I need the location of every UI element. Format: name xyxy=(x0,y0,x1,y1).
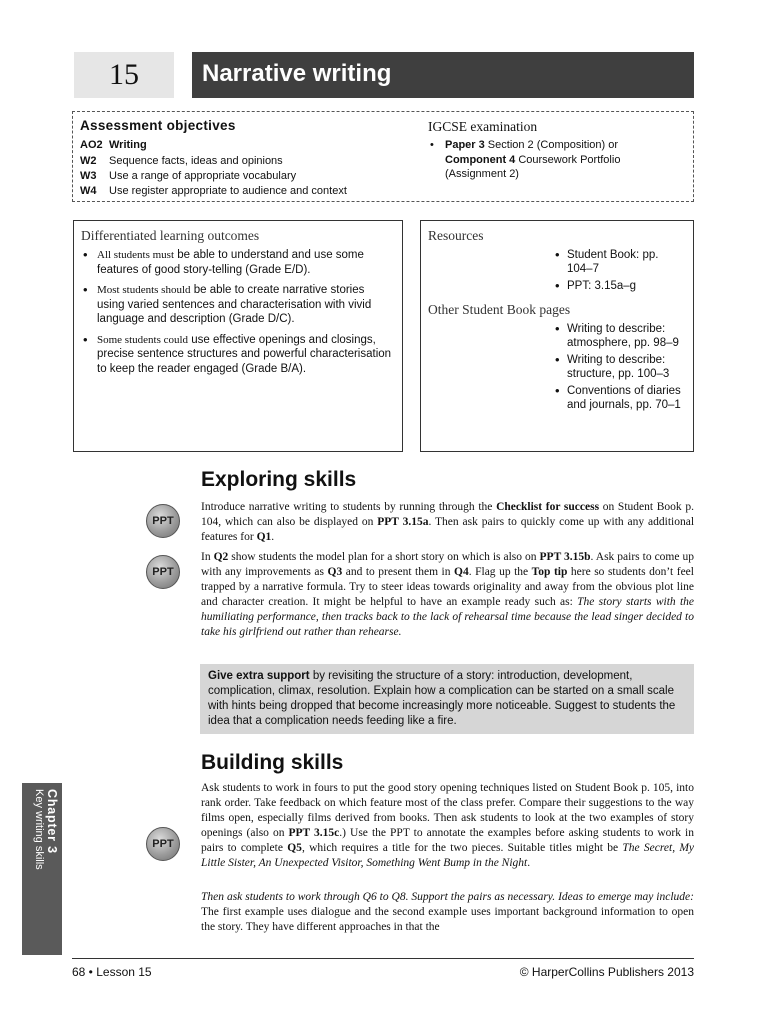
other-pages-list xyxy=(555,322,687,415)
ao2-code: AO2 xyxy=(80,139,103,151)
igcse-component-text: Coursework Portfolio xyxy=(515,153,621,166)
assessment-heading: Assessment objectives xyxy=(80,118,236,133)
list-item: • PPT: 3.15a–g xyxy=(555,279,687,293)
objective-text: Sequence facts, ideas and opinions xyxy=(109,155,283,167)
list-item: • Conventions of diaries and journals, pp. 70–1 xyxy=(555,384,687,412)
outcomes-heading: Differentiated learning outcomes xyxy=(81,228,260,243)
lesson-number: 15 xyxy=(74,52,174,98)
igcse-heading: IGCSE examination xyxy=(428,119,538,134)
objective-row xyxy=(80,184,347,200)
list-item: • Student Book: pp. 104–7 xyxy=(555,248,687,276)
side-tab-text xyxy=(22,783,62,955)
exploring-paragraph-2: In Q2 show students the model plan for a short story on which is also on PPT 3.15b. Ask pairs to come up with any improvements as Q3 and to present them in Q4. Flag up the Top tip here so students don’t feel trapped by a narrative formula. Try to steer ideas towards originality and away from the obvious plot line and character creation. It might be helpful to have an example ready such as: The story starts with the humiliating performance, then tracks back to the lack of rehearsal time because the lead singer decided to take his girlfriend out rather than rehearse. xyxy=(201,551,694,638)
other-pages-heading: Other Student Book pages xyxy=(428,302,571,317)
chapter-side-tab xyxy=(22,783,62,955)
footer-page-info: 68 • Lesson 15 xyxy=(72,965,152,979)
page-title: Narrative writing xyxy=(192,52,694,98)
resources-box xyxy=(420,220,694,452)
support-text: by revisiting the structure of a story: introduction, development, complication, climax, resolution. Explain how a complication can be started on a small scale with hints being dropped that become increasingly more noticeable. Suggest to students the idea that a complication needs feeding like a fire. xyxy=(208,670,676,727)
igcse-details: • Paper 3 Section 2 (Composition) or Component 4 Coursework Portfolio (Assignment 2) xyxy=(430,139,621,180)
building-paragraph-1: Ask students to work in fours to put the good story opening techniques listed on Student Book p. 105, into rank order. Take feedback on which feature most of the class prefer. Compare their suggestions to the way films open, especially films derived from books. Then ask students to look at the two examples of story openings (also on PPT 3.15c.) Use the PPT to annotate the examples before asking students to work in pairs to complete Q5, which requires a title for the two pieces. Suitable titles might be The Secret, My Little Sister, An Unexpected Visitor, Something Went Bump in the Night. xyxy=(201,782,695,869)
list-item: • Writing to describe: structure, pp. 100–3 xyxy=(555,353,687,381)
exploring-skills-heading: Exploring skills xyxy=(201,468,357,491)
support-lead: Give extra support xyxy=(208,670,310,682)
learning-outcomes-box xyxy=(73,220,403,452)
ppt-icon: PPT xyxy=(146,827,180,861)
objective-code: W2 xyxy=(80,155,97,167)
igcse-component: Component 4 xyxy=(445,153,516,166)
chapter-subtitle: Key writing skills xyxy=(33,789,45,870)
extra-support-box xyxy=(200,664,694,734)
igcse-paper: Paper 3 xyxy=(445,139,485,151)
ppt-icon: PPT xyxy=(146,555,180,589)
building-paragraph-2: Then ask students to work through Q6 to Q8. Support the pairs as necessary. Ideas to emerge may include: The first example uses dialogue and the second example uses important background information to open the story. They have different approaches in that the xyxy=(201,891,694,933)
chapter-label: Chapter 3 xyxy=(45,789,59,854)
footer-copyright: © HarperCollins Publishers 2013 xyxy=(519,965,694,979)
list-item: • All students must be able to understand and use some features of good story-telling (Grade E/D). xyxy=(80,248,392,277)
list-item: • Writing to describe: atmosphere, pp. 98–9 xyxy=(555,322,687,350)
igcse-paper-text: Section 2 (Composition) or xyxy=(484,139,619,151)
ppt-icon: PPT xyxy=(146,504,180,538)
igcse-assignment: (Assignment 2) xyxy=(445,168,519,180)
ao2-row xyxy=(80,138,147,154)
objective-row xyxy=(80,154,283,170)
outcomes-list xyxy=(80,248,392,382)
list-item: • Some students could use effective openings and closings, precise sentence structures and powerful characterisation to keep the reader engaged (Grade B/A). xyxy=(80,333,392,377)
objective-code: W3 xyxy=(80,170,97,182)
footer-divider xyxy=(72,958,694,959)
resources-heading: Resources xyxy=(428,228,484,243)
objective-text: Use register appropriate to audience and context xyxy=(109,185,347,197)
exploring-paragraph-1: Introduce narrative writing to students by running through the Checklist for success on Student Book p. 104, which can also be displayed on PPT 3.15a. Then ask pairs to quickly come up with any additional features for Q1. xyxy=(201,501,695,543)
building-skills-heading: Building skills xyxy=(201,751,344,774)
objective-code: W4 xyxy=(80,185,97,197)
ao2-label: Writing xyxy=(109,139,147,151)
list-item: • Most students should be able to create narrative stories using varied sentences and characterisation with vivid language and description (Grade D/C). xyxy=(80,283,392,327)
objective-row xyxy=(80,169,296,185)
objective-text: Use a range of appropriate vocabulary xyxy=(109,170,297,182)
resources-list xyxy=(555,248,687,296)
assessment-objectives-box xyxy=(72,111,694,202)
